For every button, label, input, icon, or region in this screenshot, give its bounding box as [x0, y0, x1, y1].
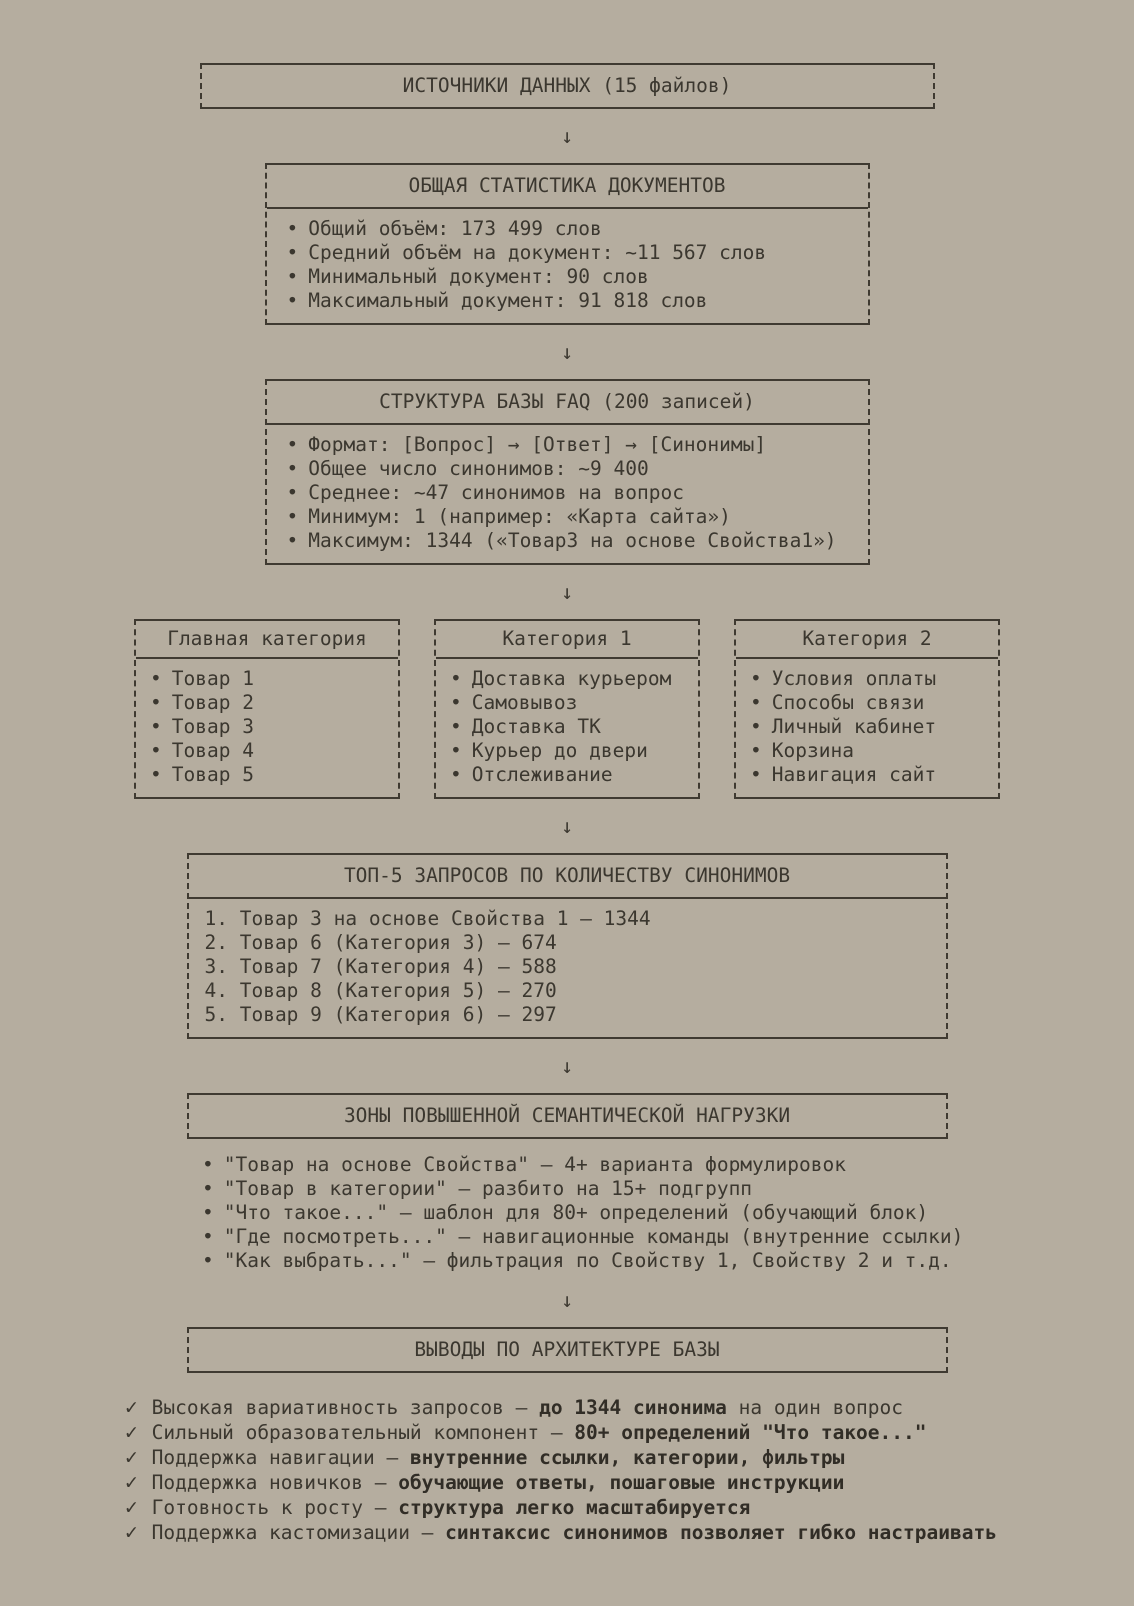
category-box: [134, 619, 400, 799]
bullet-icon: •: [450, 691, 462, 714]
bullet-icon: •: [202, 1249, 214, 1272]
down-arrow-icon: ↓: [560, 124, 574, 148]
category-box: [734, 619, 1000, 799]
doc-stats-list: [267, 209, 868, 323]
list-item: [750, 763, 998, 787]
list-item: [750, 739, 998, 763]
top5-item: [205, 955, 946, 979]
conclusion-text: Готовность к росту —: [151, 1496, 399, 1519]
top5-item-text: 4. Товар 8 (Категория 5) — 270: [204, 979, 557, 1002]
check-icon: ✓: [125, 1395, 138, 1419]
list-item: [287, 241, 868, 265]
semantic-zones-box: [187, 1093, 948, 1139]
conclusion-bold-text: 80+ определений "Что такое...": [574, 1421, 927, 1444]
top5-item: [205, 931, 946, 955]
list-item: [750, 667, 998, 691]
down-arrow-icon: ↓: [560, 1054, 574, 1078]
doc-stats-box: [265, 163, 870, 325]
category-title: Главная категория: [136, 621, 398, 659]
check-icon: ✓: [125, 1520, 138, 1544]
bullet-icon: •: [750, 667, 762, 690]
list-item: [287, 505, 868, 529]
conclusions-checklist: [125, 1395, 1134, 1545]
conclusion-item: [125, 1470, 1134, 1495]
list-item: [450, 667, 698, 691]
zone-item-text: "Где посмотреть..." — навигационные команды (внутренние ссылки): [223, 1225, 964, 1248]
list-item-text: Навигация сайт: [771, 763, 937, 786]
zone-item-text: "Товар в категории" — разбито на 15+ подгрупп: [223, 1177, 753, 1200]
bullet-icon: •: [150, 667, 162, 690]
list-item-text: Максимальный документ: 91 818 слов: [308, 289, 708, 312]
bullet-icon: •: [286, 457, 299, 480]
bullet-icon: •: [750, 739, 762, 762]
top5-item-text: 5. Товар 9 (Категория 6) — 297: [204, 1003, 557, 1026]
category-list: [436, 659, 698, 797]
down-arrow-icon: ↓: [560, 580, 574, 604]
zone-item: [202, 1177, 1134, 1201]
list-item-text: Товар 3: [171, 715, 254, 738]
conclusion-item: [125, 1520, 1134, 1545]
list-item-text: Корзина: [771, 739, 854, 762]
list-item: [750, 715, 998, 739]
bullet-icon: •: [750, 763, 762, 786]
list-item: [150, 739, 398, 763]
conclusion-bold-text: структура легко масштабируется: [398, 1496, 751, 1519]
list-item-text: Способы связи: [771, 691, 925, 714]
list-item: [287, 433, 868, 457]
conclusions-box: [187, 1327, 948, 1373]
category-title: Категория 2: [736, 621, 998, 659]
bullet-icon: •: [750, 691, 762, 714]
list-item: [150, 763, 398, 787]
list-item: [287, 529, 868, 553]
conclusion-bold-text: синтаксис синонимов позволяет гибко настраивать: [445, 1521, 997, 1544]
zone-item-text: "Товар на основе Свойства" — 4+ варианта формулировок: [223, 1153, 846, 1176]
bullet-icon: •: [150, 739, 162, 762]
conclusion-text: Высокая вариативность запросов —: [151, 1396, 540, 1419]
list-item-text: Отслеживание: [471, 763, 613, 786]
list-item-text: Условия оплаты: [771, 667, 937, 690]
bullet-icon: •: [202, 1177, 214, 1200]
top5-item-text: 2. Товар 6 (Категория 3) — 674: [204, 931, 557, 954]
conclusion-tail-text: на один вопрос: [726, 1396, 904, 1419]
list-item: [287, 481, 868, 505]
conclusion-text: Поддержка навигации —: [151, 1446, 410, 1469]
conclusion-item: [125, 1420, 1134, 1445]
bullet-icon: •: [286, 265, 299, 288]
list-item: [450, 739, 698, 763]
list-item-text: Средний объём на документ: ~11 567 слов: [308, 241, 767, 264]
list-item-text: Минимальный документ: 90 слов: [308, 265, 649, 288]
semantic-zones-title: ЗОНЫ ПОВЫШЕННОЙ СЕМАНТИЧЕСКОЙ НАГРУЗКИ: [343, 1104, 791, 1127]
list-item: [287, 457, 868, 481]
zone-item-text: "Что такое..." — шаблон для 80+ определений (обучающий блок): [223, 1201, 929, 1224]
list-item-text: Общее число синонимов: ~9 400: [308, 457, 649, 480]
faq-structure-box: [265, 379, 870, 565]
list-item: [150, 667, 398, 691]
bullet-icon: •: [286, 481, 299, 504]
bullet-icon: •: [286, 289, 299, 312]
check-icon: ✓: [125, 1420, 138, 1444]
bullet-icon: •: [150, 715, 162, 738]
list-item-text: Среднее: ~47 синонимов на вопрос: [308, 481, 684, 504]
bullet-icon: •: [202, 1225, 214, 1248]
list-item-text: Доставка ТК: [471, 715, 601, 738]
zone-item: [202, 1225, 1134, 1249]
top5-item-text: 1. Товар 3 на основе Свойства 1 — 1344: [204, 907, 651, 930]
down-arrow-icon: ↓: [560, 814, 574, 838]
list-item-text: Минимум: 1 (например: «Карта сайта»): [308, 505, 731, 528]
list-item: [287, 289, 868, 313]
bullet-icon: •: [286, 433, 299, 456]
conclusion-item: [125, 1395, 1134, 1420]
bullet-icon: •: [202, 1201, 214, 1224]
list-item: [450, 715, 698, 739]
down-arrow-icon: ↓: [560, 340, 574, 364]
conclusion-bold-text: до 1344 синонима: [539, 1396, 727, 1419]
bullet-icon: •: [450, 715, 462, 738]
list-item-text: Товар 5: [171, 763, 254, 786]
check-icon: ✓: [125, 1445, 138, 1469]
bullet-icon: •: [450, 739, 462, 762]
bullet-icon: •: [202, 1153, 214, 1176]
conclusion-item: [125, 1445, 1134, 1470]
list-item: [150, 715, 398, 739]
list-item-text: Товар 4: [171, 739, 254, 762]
conclusions-title: ВЫВОДЫ ПО АРХИТЕКТУРЕ БАЗЫ: [414, 1338, 720, 1361]
list-item: [287, 217, 868, 241]
faq-structure-title: СТРУКТУРА БАЗЫ FAQ (200 записей): [267, 381, 868, 425]
check-icon: ✓: [125, 1495, 138, 1519]
list-item: [287, 265, 868, 289]
category-list: [736, 659, 998, 797]
top5-item: [205, 1003, 946, 1027]
bullet-icon: •: [750, 715, 762, 738]
check-icon: ✓: [125, 1470, 138, 1494]
bullet-icon: •: [450, 763, 462, 786]
list-item-text: Формат: [Вопрос] → [Ответ] → [Синонимы]: [308, 433, 767, 456]
conclusion-item: [125, 1495, 1134, 1520]
conclusion-text: Сильный образовательный компонент —: [151, 1421, 575, 1444]
list-item-text: Товар 2: [171, 691, 254, 714]
semantic-zones-list: [190, 1153, 1134, 1273]
categories-row: [0, 619, 1134, 799]
sources-title: ИСТОЧНИКИ ДАННЫХ (15 файлов): [402, 74, 732, 97]
faq-structure-list: [267, 425, 868, 563]
bullet-icon: •: [286, 505, 299, 528]
zone-item: [202, 1201, 1134, 1225]
list-item-text: Максимум: 1344 («Товар3 на основе Свойства1»): [308, 529, 837, 552]
list-item: [450, 691, 698, 715]
list-item-text: Курьер до двери: [471, 739, 648, 762]
bullet-icon: •: [450, 667, 462, 690]
category-title: Категория 1: [436, 621, 698, 659]
sources-box: [200, 63, 935, 109]
category-box: [434, 619, 700, 799]
list-item-text: Общий объём: 173 499 слов: [308, 217, 602, 240]
top5-title: ТОП-5 ЗАПРОСОВ ПО КОЛИЧЕСТВУ СИНОНИМОВ: [189, 855, 946, 899]
down-arrow-icon: ↓: [560, 1288, 574, 1312]
top5-box: [187, 853, 948, 1039]
list-item-text: Товар 1: [171, 667, 254, 690]
category-list: [136, 659, 398, 797]
doc-stats-title: ОБЩАЯ СТАТИСТИКА ДОКУМЕНТОВ: [267, 165, 868, 209]
top5-list: [189, 899, 946, 1037]
zone-item: [202, 1153, 1134, 1177]
zone-item-text: "Как выбрать..." — фильтрация по Свойству 1, Свойству 2 и т.д.: [223, 1249, 952, 1272]
conclusion-text: Поддержка новичков —: [151, 1471, 399, 1494]
conclusion-text: Поддержка кастомизации —: [151, 1521, 446, 1544]
top5-item-text: 3. Товар 7 (Категория 4) — 588: [204, 955, 557, 978]
zone-item: [202, 1249, 1134, 1273]
top5-item: [205, 979, 946, 1003]
bullet-icon: •: [150, 691, 162, 714]
bullet-icon: •: [150, 763, 162, 786]
list-item-text: Личный кабинет: [771, 715, 937, 738]
list-item-text: Доставка курьером: [471, 667, 672, 690]
conclusion-bold-text: внутренние ссылки, категории, фильтры: [409, 1446, 845, 1469]
list-item: [150, 691, 398, 715]
bullet-icon: •: [286, 241, 299, 264]
bullet-icon: •: [286, 529, 299, 552]
list-item-text: Самовывоз: [471, 691, 578, 714]
list-item: [750, 691, 998, 715]
conclusion-bold-text: обучающие ответы, пошаговые инструкции: [398, 1471, 845, 1494]
list-item: [450, 763, 698, 787]
top5-item: [205, 907, 946, 931]
bullet-icon: •: [286, 217, 299, 240]
